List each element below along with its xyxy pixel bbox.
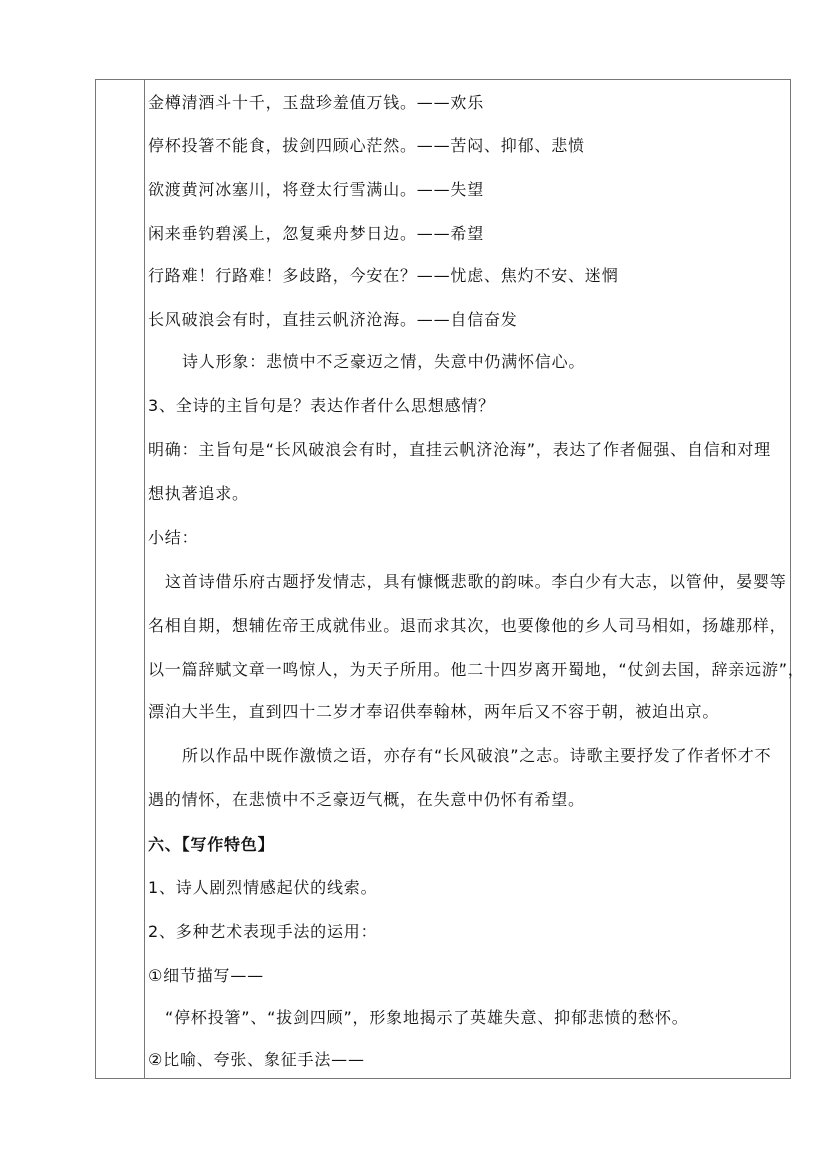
poet-image-text: 诗人形象：悲愤中不乏豪迈之情，失意中仍满怀信心。 [182, 352, 586, 371]
feature-item: 2、多种艺术表现手法的运用： [148, 922, 378, 941]
summary-text: 名相自期，想辅佐帝王成就伟业。退而求其次，也要像他的乡人司马相如，扬雄那样， [148, 616, 787, 635]
answer-text: 明确：主旨句是“长风破浪会有时，直挂云帆济沧海”，表达了作者倔强、自信和对理 [148, 440, 771, 459]
feature-subitem: ②比喻、夸张、象征手法—— [148, 1050, 365, 1069]
poem-line: 行路难！行路难！多歧路，今安在？——忧虑、焦灼不安、迷惘 [148, 266, 619, 285]
poem-line: 欲渡黄河冰塞川，将登太行雪满山。——失望 [148, 180, 485, 199]
feature-subitem: ①细节描写—— [148, 966, 264, 985]
poem-line: 闲来垂钓碧溪上，忽复乘舟梦日边。——希望 [148, 224, 485, 243]
summary-text: 遇的情怀，在悲愤中不乏豪迈气概，在失意中仍怀有希望。 [148, 790, 585, 809]
poem-line: 停杯投箸不能食，拔剑四顾心茫然。——苦闷、抑郁、悲愤 [148, 136, 585, 155]
section-heading: 六、【写作特色】 [148, 835, 275, 854]
summary-text: 这首诗借乐府古题抒发情志，具有慷慨悲歌的韵味。李白少有大志，以管仲，晏婴等 [165, 572, 787, 591]
feature-detail: “停杯投箸”、“拔剑四顾”，形象地揭示了英雄失意、抑郁悲愤的愁怀。 [165, 1008, 689, 1027]
column-divider [144, 79, 145, 1079]
poem-line: 长风破浪会有时，直挂云帆济沧海。——自信奋发 [148, 310, 518, 329]
summary-label: 小结： [148, 528, 199, 547]
summary-text: 漂泊大半生，直到四十二岁才奉诏供奉翰林，两年后又不容于朝，被迫出京。 [148, 702, 720, 721]
answer-text: 想执著追求。 [148, 484, 249, 503]
summary-text: 以一篇辞赋文章一鸣惊人，为天子所用。他二十四岁离开蜀地，“仗剑去国，辞亲远游”， [148, 660, 805, 679]
summary-text: 所以作品中既作激愤之语，亦存有“长风破浪”之志。诗歌主要抒发了作者怀才不 [182, 746, 772, 765]
feature-item: 1、诗人剧烈情感起伏的线索。 [148, 878, 378, 897]
poem-line: 金樽清酒斗十千，玉盘珍羞值万钱。——欢乐 [148, 93, 485, 112]
question-3: 3、全诗的主旨句是？表达作者什么思想感情？ [148, 396, 495, 415]
